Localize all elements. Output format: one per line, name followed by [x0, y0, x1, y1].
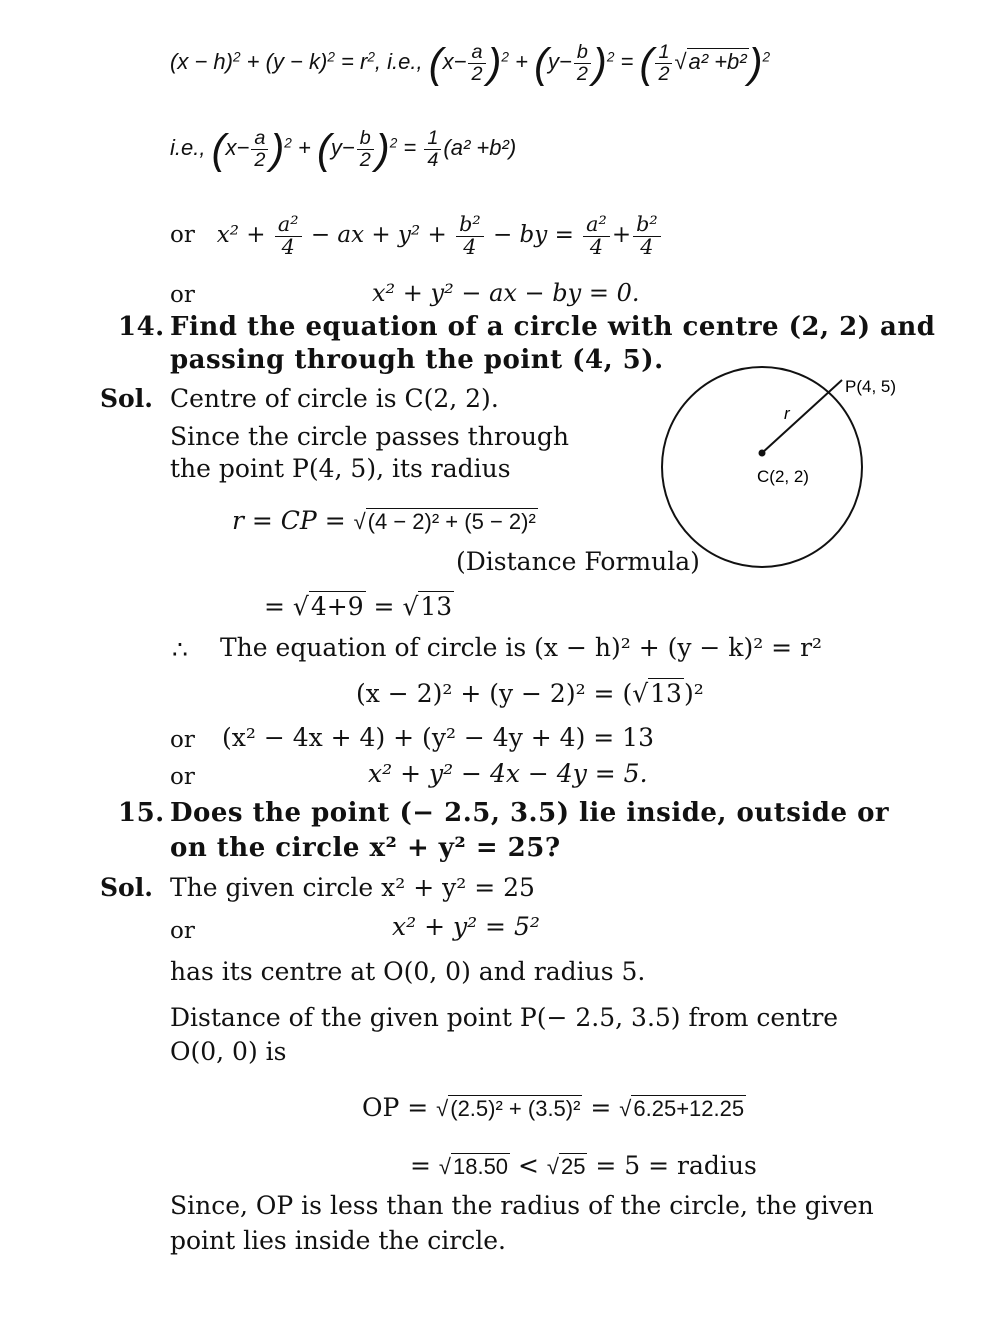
eq-post: )² — [683, 679, 704, 708]
sqrt-op: √(2.5)² + (3.5)² — [436, 1096, 581, 1121]
den: 2 — [658, 62, 670, 85]
fraction-b2-4 — [456, 214, 484, 258]
num: a² — [583, 214, 610, 237]
fraction-1-2 — [655, 42, 672, 85]
therefore-symbol: ∴ — [172, 635, 188, 664]
radius-equation — [232, 507, 538, 536]
sol-label-15: Sol. — [100, 873, 153, 902]
radicand: 18.50 — [452, 1154, 509, 1179]
eq-sign: = — [365, 592, 403, 621]
num: b — [357, 128, 374, 150]
paren-close: ) — [487, 39, 502, 87]
or-label: or — [170, 222, 195, 249]
question-number-15: 15. — [118, 798, 165, 828]
num: 1 — [424, 128, 441, 150]
sqrt-13: √13 — [402, 592, 453, 621]
y-minus: y− — [548, 49, 572, 75]
radicand: 13 — [420, 592, 453, 621]
radius-label: r — [784, 404, 790, 423]
eq-r: = r — [334, 49, 368, 75]
den: 4 — [640, 234, 654, 259]
op-comparison — [410, 1152, 757, 1181]
circle-equation-substituted — [356, 680, 704, 709]
centre-label: C(2, 2) — [757, 467, 809, 486]
eq-pre: (x − 2)² + (y − 2)² = ( — [356, 679, 633, 708]
radicand: 13 — [650, 679, 682, 708]
sq: 2 — [389, 135, 398, 151]
sol14-line-2: Since the circle passes through — [170, 422, 570, 451]
equation-line-2 — [170, 125, 517, 173]
less-than: < — [510, 1151, 547, 1180]
or-label: or — [170, 918, 195, 944]
conclusion-line-1: Since, OP is less than the radius of the circle, the given — [170, 1191, 874, 1220]
question-15-line-1: Does the point (− 2.5, 3.5) lie inside, outside or — [170, 798, 890, 828]
radicand: 6.25+12.25 — [633, 1096, 745, 1121]
fraction-a2-4 — [583, 214, 610, 258]
eq-lhs: (x − h) — [170, 49, 233, 75]
paren-open: ( — [316, 125, 331, 173]
fraction-b-2 — [574, 42, 591, 85]
sq: 2 — [327, 49, 335, 65]
r-eq: r = CP = — [232, 506, 354, 535]
sqrt-distance: √(4 − 2)² + (5 − 2)² — [353, 509, 536, 534]
fraction-a2-4 — [275, 214, 302, 258]
equation-line-4: x² + y² − ax − by = 0. — [372, 279, 640, 307]
den: 4 — [427, 148, 439, 171]
radicand: 4+9 — [310, 592, 364, 621]
plus: + — [515, 49, 528, 75]
paren-open: ( — [639, 39, 654, 87]
equation-line-3 — [170, 214, 663, 258]
or-label: or — [170, 764, 195, 790]
num: b² — [633, 214, 661, 237]
sol14-line-3: the point P(4, 5), its radius — [170, 454, 511, 483]
den: 4 — [463, 234, 477, 259]
den: 2 — [471, 62, 483, 85]
den: 4 — [281, 234, 295, 259]
or-label: or — [170, 727, 195, 753]
fraction-b2-4 — [633, 214, 661, 258]
paren-close: ) — [270, 125, 285, 173]
circle-equation-text: The equation of circle is (x − h)² + (y − k)² = r² — [220, 633, 823, 662]
eq-sign: = — [410, 1151, 439, 1180]
op-equation — [362, 1094, 746, 1123]
radicand: 25 — [560, 1154, 586, 1179]
sq: 2 — [367, 49, 375, 65]
sq: 2 — [501, 49, 509, 65]
paren-open: ( — [534, 39, 549, 87]
sqrt-a2b2: √a² +b² — [674, 49, 747, 75]
rhs: (a² +b²) — [443, 135, 517, 161]
op-pre: OP = — [362, 1093, 437, 1122]
num: b² — [456, 214, 484, 237]
eq-sign: = — [264, 592, 293, 621]
sol15-line-3: has its centre at O(0, 0) and radius 5. — [170, 957, 646, 986]
equals: = — [403, 135, 417, 161]
num: a² — [275, 214, 302, 237]
conclusion-line-2: point lies inside the circle. — [170, 1226, 506, 1255]
sol14-line-1: Centre of circle is C(2, 2). — [170, 384, 499, 413]
x-minus: x− — [225, 135, 250, 161]
question-15-line-2: on the circle x² + y² = 25? — [170, 833, 561, 863]
sq: 2 — [606, 49, 615, 65]
centre-dot — [759, 450, 766, 457]
sol15-line-5: O(0, 0) is — [170, 1037, 287, 1066]
point-label: P(4, 5) — [845, 377, 897, 396]
paren-open: ( — [211, 125, 226, 173]
fraction-a-2 — [251, 128, 268, 171]
ie: i.e., — [170, 135, 212, 161]
plus: + — [298, 135, 311, 161]
den: 2 — [576, 62, 588, 85]
fraction-1-4 — [424, 128, 441, 171]
eq-lhs-mid: + (y − k) — [240, 49, 328, 75]
sol15-line-4: Distance of the given point P(− 2.5, 3.5) from centre — [170, 1003, 839, 1032]
expanded-equation: (x² − 4x + 4) + (y² − 4y + 4) = 13 — [222, 723, 654, 752]
question-14-line-1: Find the equation of a circle with centre (2, 2) and — [170, 312, 936, 342]
radius-value-equation — [264, 593, 454, 622]
paren-close: ) — [375, 125, 390, 173]
question-14-line-2: passing through the point (4, 5). — [170, 345, 664, 375]
num: a — [468, 42, 485, 64]
radicand: a² +b² — [688, 49, 747, 75]
sqrt-13: √13 — [632, 679, 682, 708]
y-minus: y− — [330, 135, 355, 161]
final-equation: x² + y² − 4x − 4y = 5. — [368, 759, 648, 788]
sq: 2 — [762, 49, 771, 65]
x-minus: x− — [442, 49, 467, 75]
fraction-b-2 — [357, 128, 374, 171]
sqrt-25: √25 — [546, 1154, 586, 1179]
radius-line — [762, 380, 842, 453]
eq-post: = 5 = radius — [587, 1151, 757, 1180]
sol15-line-2: x² + y² = 5² — [392, 912, 540, 941]
by-term: − by = — [492, 222, 574, 249]
fraction-a-2 — [468, 42, 485, 85]
equals: = — [620, 49, 634, 75]
num: b — [574, 42, 591, 64]
num: a — [251, 128, 268, 150]
den: 2 — [359, 148, 371, 171]
num: 1 — [655, 42, 672, 64]
sqrt-sum: √6.25+12.25 — [619, 1096, 745, 1121]
ie: , i.e., — [374, 49, 429, 75]
sol-label-14: Sol. — [100, 384, 153, 413]
sqrt-4-9: √4+9 — [292, 592, 364, 621]
sqrt-18-50: √18.50 — [438, 1154, 509, 1179]
or-label: or — [170, 282, 195, 308]
x2-plus: x² + — [216, 222, 266, 249]
mid-terms: − ax + y² + — [310, 222, 447, 249]
distance-formula-note: (Distance Formula) — [456, 547, 700, 576]
sq: 2 — [232, 49, 241, 65]
paren-open: ( — [428, 39, 443, 87]
equation-line-1 — [170, 39, 771, 87]
radicand: (2.5)² + (3.5)² — [450, 1096, 581, 1121]
sol15-line-1: The given circle x² + y² = 25 — [170, 873, 535, 902]
radicand: (4 − 2)² + (5 − 2)² — [367, 509, 536, 534]
eq-sign: = — [582, 1093, 620, 1122]
question-number-14: 14. — [118, 312, 165, 342]
sq: 2 — [284, 135, 292, 151]
plus: + — [611, 222, 632, 249]
den: 4 — [589, 234, 604, 259]
paren-close: ) — [748, 39, 763, 87]
paren-close: ) — [592, 39, 607, 87]
den: 2 — [254, 148, 266, 171]
